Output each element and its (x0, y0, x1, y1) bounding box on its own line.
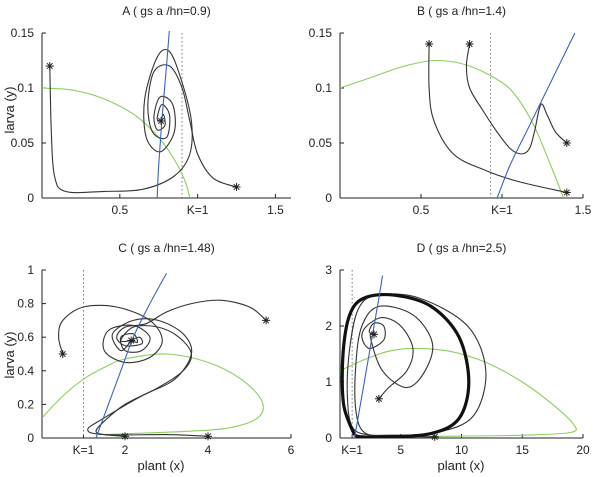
panel-c (17, 241, 294, 457)
panel-title: C ( gs a /hn=1.48) (118, 241, 215, 255)
y-tick-label: 0 (325, 431, 332, 445)
x-tick-label: K=1 (491, 203, 513, 217)
y-tick-label: 0 (27, 191, 34, 205)
start-point-marker (127, 337, 135, 345)
panel-a (11, 4, 291, 217)
x-tick-label: 1.5 (267, 203, 284, 217)
plant-nullcline (340, 348, 576, 437)
larva-nullcline (96, 273, 167, 438)
trajectory (117, 300, 266, 346)
larva-nullcline (497, 33, 575, 198)
x-tick-label: K=1 (341, 443, 363, 457)
start-point-marker (46, 62, 54, 70)
start-point-marker (375, 395, 383, 403)
x-tick-label: 15 (515, 443, 529, 457)
plant-nullcline (42, 88, 190, 198)
y-tick-label: 0.6 (17, 330, 34, 345)
trajectory (88, 319, 208, 437)
panel-title: B ( gs a /hn=1.4) (416, 4, 507, 18)
panel-title: D ( gs a /hn=2.5) (416, 241, 507, 255)
start-point-marker (431, 433, 439, 441)
y-axis-label-top: larva (y) (2, 86, 17, 134)
trajectory (347, 294, 486, 437)
start-point-marker (466, 40, 474, 48)
start-point-marker (59, 350, 67, 358)
x-tick-label: K=1 (72, 443, 95, 457)
x-tick-label: 4 (204, 443, 212, 457)
trajectory (362, 318, 413, 399)
start-point-marker (563, 139, 571, 147)
start-point-marker (157, 117, 165, 125)
x-tick-label: 5 (397, 443, 405, 457)
trajectory (96, 326, 191, 437)
y-tick-label: 0 (27, 431, 34, 445)
start-point-marker (262, 316, 270, 324)
x-tick-label: 0.5 (111, 203, 129, 217)
x-tick-label: K=1 (186, 203, 209, 217)
y-tick-label: 3 (325, 263, 332, 277)
start-point-marker (563, 189, 571, 197)
x-tick-label: 1.5 (574, 203, 592, 217)
y-tick-label: 1 (27, 263, 34, 277)
y-tick-label: 0.8 (17, 296, 34, 311)
start-point-marker (121, 432, 129, 440)
x-tick-label: 10 (454, 443, 469, 457)
y-tick-label: 1 (325, 375, 332, 389)
x-tick-label: 6 (287, 443, 295, 457)
x-tick-label: 0.5 (412, 203, 430, 217)
y-tick-label: 0 (325, 191, 332, 205)
panel-d (325, 241, 590, 457)
larva-nullcline (157, 28, 169, 199)
y-tick-label: 0.15 (10, 26, 34, 40)
plant-nullcline (340, 61, 564, 199)
panel-b (309, 4, 592, 217)
trajectory (50, 49, 192, 192)
plant-nullcline (42, 354, 263, 435)
limit-cycle (342, 295, 469, 438)
y-tick-label: 0.05 (308, 136, 332, 150)
x-axis-label-right: plant (x) (437, 458, 485, 473)
trajectory (466, 44, 566, 154)
start-point-marker (233, 183, 241, 191)
y-tick-label: 0.15 (308, 26, 332, 40)
x-tick-label: 20 (576, 443, 590, 457)
y-tick-label: 0.4 (17, 363, 34, 378)
y-tick-label: 0.1 (315, 81, 332, 95)
y-tick-label: 0.2 (17, 397, 34, 412)
start-point-marker (425, 40, 433, 48)
panel-title: A ( gs a /hn=0.9) (122, 4, 211, 18)
start-point-marker (204, 432, 212, 440)
y-tick-label: 2 (325, 319, 332, 333)
trajectory (59, 305, 163, 362)
y-tick-label: 0.05 (10, 136, 34, 150)
start-point-marker (370, 330, 378, 338)
trajectory (429, 44, 567, 193)
x-tick-label: 2 (121, 443, 129, 457)
y-tick-label: 0.1 (17, 81, 34, 95)
y-axis-label-bottom: larva (y) (2, 331, 17, 379)
x-axis-label-left: plant (x) (137, 458, 185, 473)
